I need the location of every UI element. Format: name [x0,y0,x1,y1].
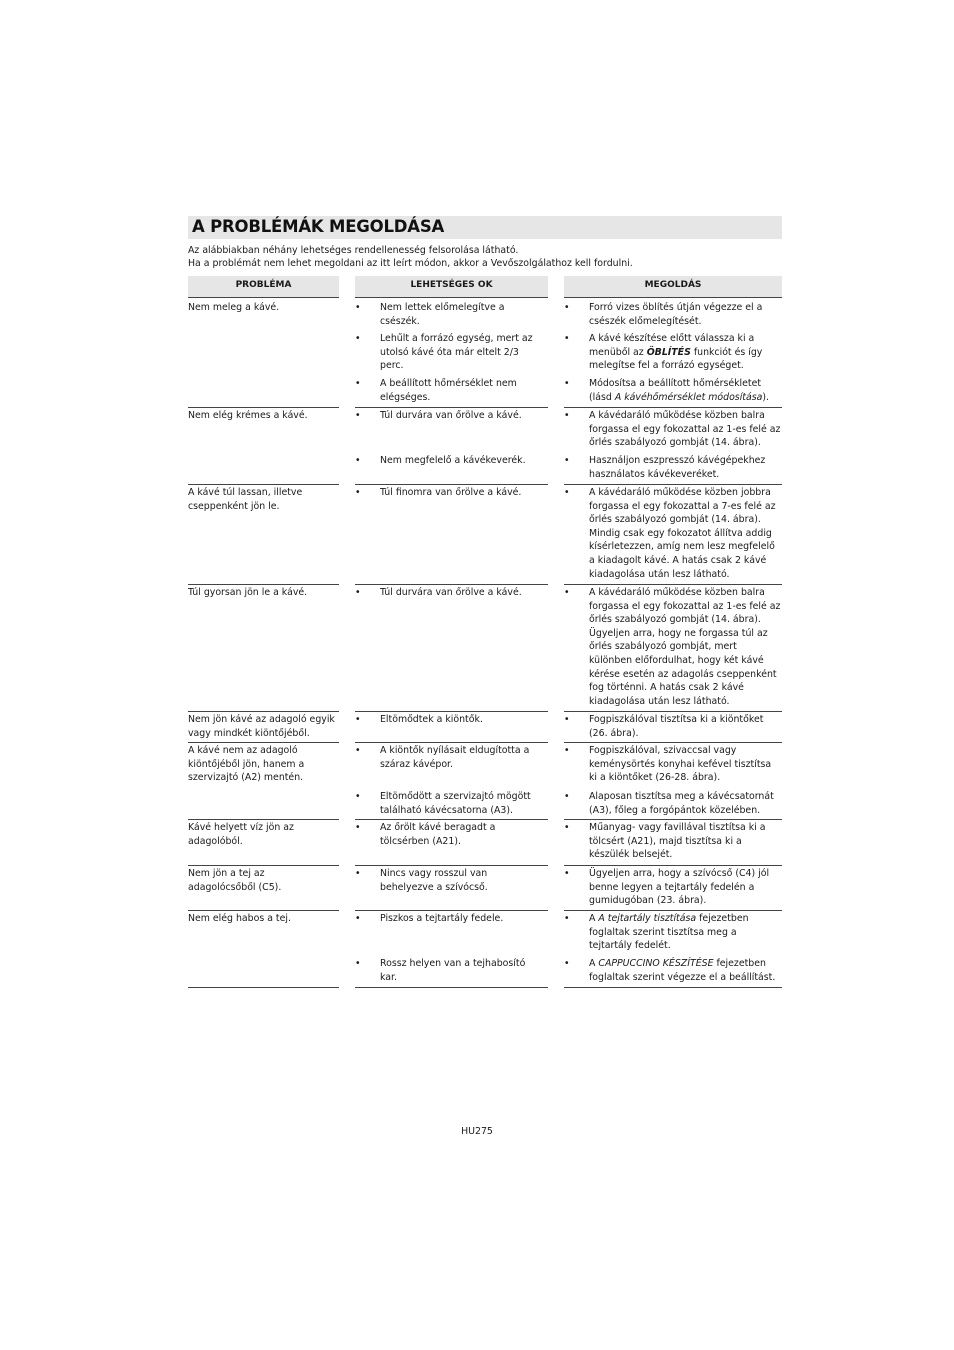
solution-cell: A A tejtartály tisztítása fejezetben foglaltak szerint tisztítsa meg a tejtartály fedelét. [589,913,749,952]
bullet-marker: • [564,455,570,466]
row-divider [355,865,548,866]
solution-cell: A kávé készítése előtt válassza ki a menüből az ÖBLÍTÉS funkciót és így melegítse fel a forrázó egységet. [589,333,763,372]
bullet-marker: • [355,745,361,756]
bullet-marker: • [564,333,570,344]
row-divider [564,711,782,712]
problem-cell: Nem elég krémes a kávé. [188,410,308,421]
problem-cell: A kávé nem az adagoló kiöntőjéből jön, hanem a szervizajtó (A2) mentén. [188,745,305,784]
intro-line: Ha a problémát nem lehet megoldani az itt leírt módon, akkor a Vevőszolgálathoz kell fordulni. [188,258,633,269]
solution-cell: Műanyag- vagy favillával tisztítsa ki a tölcsért (A21), majd tisztítsa ki a készülék belsejét. [589,822,766,861]
cause-cell: Az őrölt kávé beragadt a tölcsérben (A21). [380,822,496,847]
bullet-marker: • [564,587,570,598]
bullet-marker: • [564,791,570,802]
title-bar [188,216,782,239]
solution-cell: Forró vizes öblítés útján végezze el a csészék előmelegítését. [589,302,763,327]
solution-cell: A kávédaráló működése közben balra forgassa el egy fokozattal az 1-es felé az őrlés szabályozó gombját (14. ábra). Ügyeljen arra, hogy ne forgassa túl az őrlés szabályozó gombját, mert különben előfordulhat, hogy két kávé kérése esetén az adagolás cseppenként fog történni. A hatás csak 2 kávé kiadagolása után lesz látható. [589,587,781,707]
cause-cell: A beállított hőmérséklet nem elégséges. [380,378,517,403]
cause-cell: Túl durvára van őrölve a kávé. [380,410,522,421]
solution-cell: A kávédaráló működése közben balra forgassa el egy fokozattal az 1-es felé az őrlés szabályozó gombját (14. ábra). [589,410,781,449]
row-divider [564,865,782,866]
page-title: A PROBLÉMÁK MEGOLDÁSA [192,217,445,236]
bullet-marker: • [355,333,361,344]
problem-cell: Kávé helyett víz jön az adagolóból. [188,822,294,847]
row-divider [564,910,782,911]
bullet-marker: • [355,302,361,313]
bullet-marker: • [355,410,361,421]
bullet-marker: • [355,714,361,725]
bullet-marker: • [355,487,361,498]
solution-cell: Fogpiszkálóval, szivaccsal vagy keménysörtés konyhai kefével tisztítsa ki a kiöntőket (26-28. ábra). [589,745,772,784]
row-divider [355,711,548,712]
bullet-marker: • [355,958,361,969]
row-divider [355,742,548,743]
header-problem: PROBLÉMA [188,276,339,298]
table-bottom-line [564,987,782,988]
row-divider [188,711,339,712]
row-divider [355,484,548,485]
row-divider [188,910,339,911]
solution-cell: Használjon eszpresszó kávégépekhez használatos kávékeveréket. [589,455,766,480]
bullet-marker: • [564,913,570,924]
intro-line: Az alábbiakban néhány lehetséges rendellenesség felsorolása látható. [188,245,519,256]
header-solution: MEGOLDÁS [564,276,782,298]
bullet-marker: • [355,868,361,879]
row-divider [564,819,782,820]
problem-cell: Nem meleg a kávé. [188,302,280,313]
intro-text [188,244,633,270]
cause-cell: Túl finomra van őrölve a kávé. [380,487,522,498]
cause-cell: Túl durvára van őrölve a kávé. [380,587,522,598]
header-cause: LEHETSÉGES OK [355,276,548,298]
solution-cell: A kávédaráló működése közben jobbra forgassa el egy fokozattal a 7-es felé az őrlés szabályozó gombját (14. ábra). Mindig csak egy fokozatot állítva addig kísérletezzen, amíg nem lesz megfelelő a kiadagolt kávé. A hatás csak 2 kávé kiadagolása után lesz látható. [589,487,776,580]
row-divider [355,584,548,585]
row-divider [564,584,782,585]
row-divider [355,910,548,911]
row-divider [355,819,548,820]
row-divider [188,819,339,820]
solution-cell: A CAPPUCCINO KÉSZÍTÉSE fejezetben foglaltak szerint végezze el a beállítást. [589,958,776,983]
page-number: HU275 [461,1126,493,1137]
solution-cell: Ügyeljen arra, hogy a szívócső (C4) jól benne legyen a tejtartály fedelén a gumidugóban (23. ábra). [589,868,770,907]
problem-cell: Túl gyorsan jön le a kávé. [188,587,308,598]
solution-cell: Alaposan tisztítsa meg a kávécsatornát (A3), főleg a forgópántok közelében. [589,791,774,816]
row-divider [188,584,339,585]
row-divider [564,484,782,485]
bullet-marker: • [355,822,361,833]
row-divider [564,407,782,408]
solution-cell: Fogpiszkálóval tisztítsa ki a kiöntőket (26. ábra). [589,714,764,739]
bullet-marker: • [564,745,570,756]
problem-cell: Nem jön a tej az adagolócsőből (C5). [188,868,282,893]
bullet-marker: • [564,958,570,969]
row-divider [564,742,782,743]
row-divider [188,742,339,743]
row-divider [355,407,548,408]
problem-cell: A kávé túl lassan, illetve cseppenként jön le. [188,487,303,512]
bullet-marker: • [355,587,361,598]
cause-cell: Nem megfelelő a kávékeverék. [380,455,526,466]
bullet-marker: • [355,791,361,802]
bullet-marker: • [355,378,361,389]
bullet-marker: • [355,455,361,466]
cause-cell: Lehűlt a forrázó egység, mert az utolsó kávé óta már eltelt 2/3 perc. [380,333,533,372]
bullet-marker: • [355,913,361,924]
bullet-marker: • [564,868,570,879]
problem-cell: Nem jön kávé az adagoló egyik vagy mindkét kiöntőjéből. [188,714,335,739]
row-divider [188,484,339,485]
cause-cell: Nincs vagy rosszul van behelyezve a szívócső. [380,868,488,893]
bullet-marker: • [564,714,570,725]
cause-cell: Nem lettek előmelegítve a csészék. [380,302,505,327]
cause-cell: Eltömődtek a kiöntők. [380,714,483,725]
cause-cell: Eltömődött a szervizajtó mögött található kávécsatorna (A3). [380,791,531,816]
bullet-marker: • [564,822,570,833]
cause-cell: A kiöntők nyílásait eldugította a száraz kávépor. [380,745,530,770]
row-divider [188,865,339,866]
cause-cell: Piszkos a tejtartály fedele. [380,913,504,924]
problem-cell: Nem elég habos a tej. [188,913,291,924]
solution-cell: Módosítsa a beállított hőmérsékletet (lásd A kávéhőmérséklet módosítása). [589,378,769,403]
row-divider [188,407,339,408]
bullet-marker: • [564,487,570,498]
bullet-marker: • [564,302,570,313]
cause-cell: Rossz helyen van a tejhabosító kar. [380,958,526,983]
bullet-marker: • [564,410,570,421]
bullet-marker: • [564,378,570,389]
table-bottom-line [188,987,339,988]
table-bottom-line [355,987,548,988]
